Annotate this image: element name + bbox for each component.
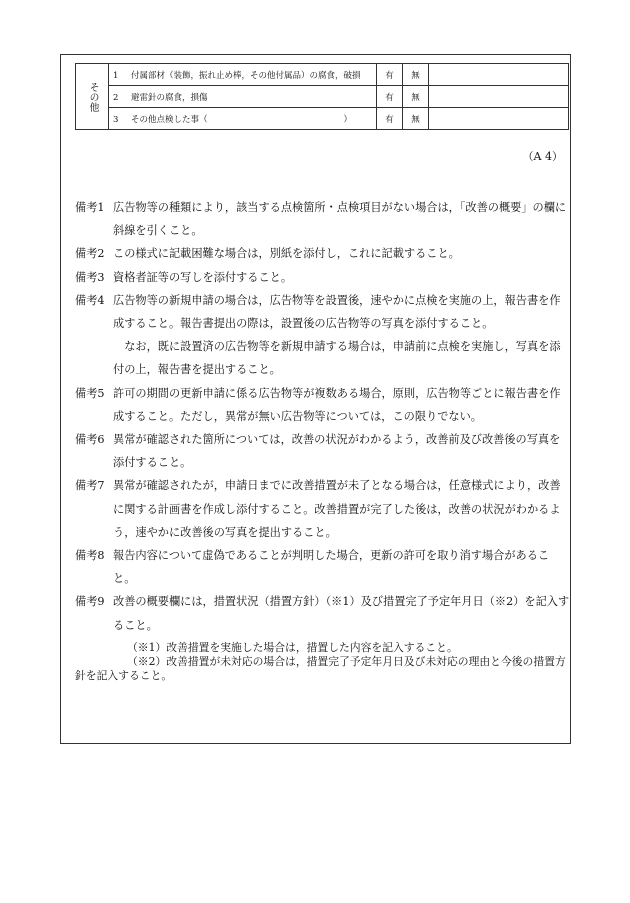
note-label: 備考8 (75, 549, 105, 563)
yes-option[interactable]: 有 (377, 86, 403, 108)
item-cell (109, 64, 377, 86)
note-text: この様式に記載困難な場合は，別紙を添付し，これに記載すること。 (113, 247, 460, 261)
note-item (75, 544, 571, 590)
yes-option[interactable]: 有 (377, 64, 403, 86)
note-label: 備考5 (75, 386, 105, 400)
note-item (75, 590, 571, 636)
note-label: 備考1 (75, 201, 105, 214)
note-text: 異常が確認されたが，申請日までに改善措置が未了となる場合は，任意様式により，改善に関する計画書を作成し添付すること。改善措置が完了した後は，改善の状況がわかるよう，速やかに改善後の写真を提出すること。 (113, 479, 561, 539)
no-option[interactable]: 無 (403, 64, 429, 86)
note-item (75, 428, 571, 474)
note-label: 備考4 (75, 293, 105, 307)
note-text: 広告物等の種類により，該当する点検箇所・点検項目がない場合は，「改善の概要」の欄に斜線を引くこと。 (113, 201, 567, 238)
footnote-2: （※2）改善措置が未対応の場合は，措置完了予定年月日及び未対応の理由と今後の措置方針を記入すること。 (75, 654, 566, 682)
note-text: 改善の概要欄には，措置状況（措置方針）（※1）及び措置完了予定年月日（※2）を記入すること。 (113, 595, 570, 632)
note-continuation: なお，既に設置済の広告物等を新規申請する場合は，申請前に点検を実施し，写真を添付の上，報告書を提出すること。 (113, 340, 561, 377)
item-number: 1 (113, 70, 119, 81)
remarks-cell[interactable] (429, 64, 569, 86)
remarks-cell[interactable] (429, 108, 569, 130)
category-label: その他 (76, 64, 109, 130)
no-option[interactable]: 無 (403, 86, 429, 108)
remarks-cell[interactable] (429, 86, 569, 108)
note-item (75, 242, 571, 265)
item-text: その他点検した事（ ） (131, 114, 353, 125)
table-row (76, 86, 569, 108)
note-label: 備考2 (75, 247, 105, 261)
item-cell (109, 108, 377, 130)
footnotes (75, 641, 571, 683)
item-number: 2 (113, 92, 119, 103)
page-size-label: （A 4） (522, 150, 563, 163)
item-cell (109, 86, 377, 108)
item-text: 避雷針の腐食，損傷 (131, 92, 208, 103)
note-text: 資格者証等の写しを添付すること。 (113, 270, 293, 284)
notes-section (75, 196, 571, 683)
note-item (75, 196, 571, 242)
note-label: 備考9 (75, 595, 105, 609)
note-item (75, 289, 571, 335)
item-text: 付属部材（装飾，振れ止め棒，その他付属品）の腐食，破損 (131, 70, 361, 81)
yes-option[interactable]: 有 (377, 108, 403, 130)
note-item (75, 382, 571, 428)
inspection-table (75, 63, 569, 130)
no-option[interactable]: 無 (403, 108, 429, 130)
note-label: 備考7 (75, 479, 105, 493)
note-text: 許可の期間の更新申請に係る広告物等が複数ある場合，原則，広告物等ごとに報告書を作成すること。ただし，異常が無い広告物等については，この限りでない。 (113, 386, 561, 423)
item-number: 3 (113, 114, 119, 125)
note-label: 備考3 (75, 270, 105, 284)
note-text: 広告物等の新規申請の場合は，広告物等を設置後，速やかに点検を実施の上，報告書を作成すること。報告書提出の際は，設置後の広告物等の写真を添付すること。 (113, 293, 561, 331)
note-text: 報告内容について虚偽であることが判明した場合，更新の許可を取り消す場合があること。 (113, 549, 550, 586)
table-row (76, 108, 569, 130)
footnote-1: （※1）改善措置を実施した場合は，措置した内容を記入すること。 (127, 640, 458, 654)
note-text: 異常が確認された箇所については，改善の状況がわかるよう，改善前及び改善後の写真を添付すること。 (113, 433, 561, 470)
note-item (75, 266, 571, 289)
note-item (75, 474, 571, 544)
note-label: 備考6 (75, 433, 105, 447)
table-row (76, 64, 569, 86)
